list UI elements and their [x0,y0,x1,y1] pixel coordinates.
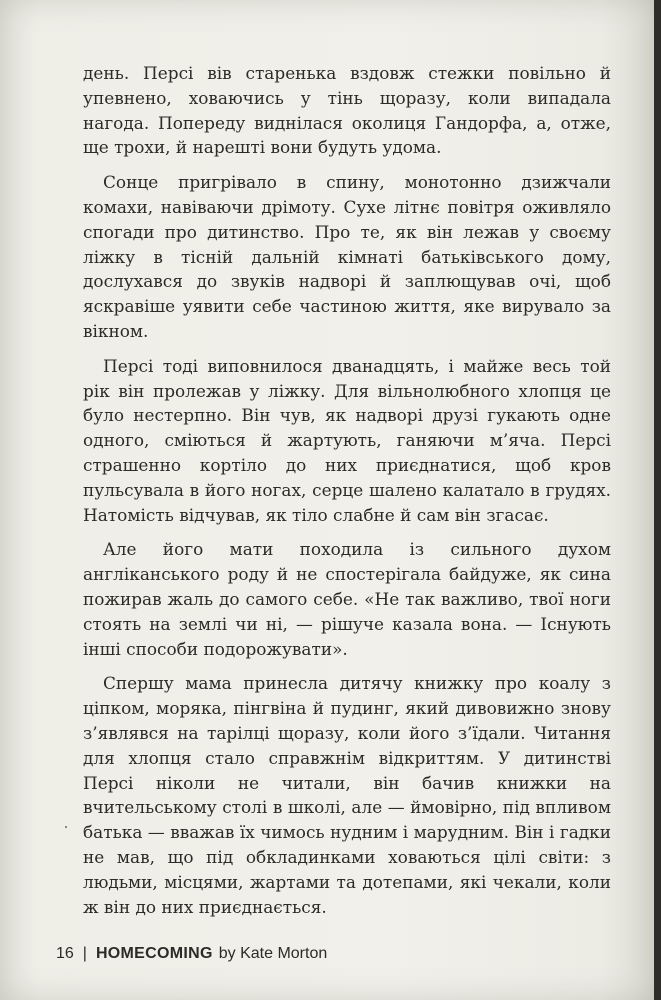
page-number: 16 [56,945,74,962]
paragraph-2: Сонце пригрівало в спину, монотонно дзижчали комахи, навіваючи дрімоту. Сухе літнє повітря оживляло спогади про дитинство. Про те, як він лежав у своєму ліжку в тісній дальній кімнаті батьківського дому, дослухався до звуків надворі й заплющував очі, щоб яскравіше уявити себе частиною життя, яке вирувало за вікном. [83,172,611,341]
paragraph-5: Спершу мама принесла дитячу книжку про коалу з ціпком, моряка, пінгвіна й пудинг, який дивовижно знову з’являвся на тарілці щоразу, коли його з’їдали. Читання для хлопця стало справжнім відкриттям. У дитинстві Персі ніколи не читали, він бачив книжки на вчительському столі в школі, але — ймовірно, під впливом батька — вважав їх чимось нудним і марудним. Він і гадки не мав, що під обкладинками ховаються цілі світи: з людьми, місцями, жартами та дотепами, які чекали, коли ж він до них приєднається. [83,673,611,917]
page-footer [56,945,327,963]
body-text [83,61,611,919]
paragraph-4: Але його мати походила із сильного духом англіканського роду й не спостерігала байдуже, як сина пожирав жаль до самого себе. «Не так важливо, твої ноги стоять на землі чи ні, — рішуче казала вона. — Існують інші способи подорожувати». [83,539,611,659]
paragraph-3: Персі тоді виповнилося дванадцять, і майже весь той рік він пролежав у ліжку. Для вільнолюбного хлопця це було нестерпно. Він чув, як надворі друзі гукають одне одного, сміються й жартують, ганяючи м’яча. Персі страшенно кортіло до них приєднатися, щоб кров пульсувала в його ногах, серце шалено калатало в грудях. Натомість відчував, як тіло слабне й сам він згасає. [83,355,611,525]
author-byline: by Kate Morton [218,945,328,962]
footer-separator: | [82,945,87,962]
paragraph-1: день. Персі вів старенька вздовж стежки повільно й упевнено, ховаючись у тінь щоразу, коли випадала нагода. Попереду виднілася околиця Гандорфа, а, отже, ще трохи, й нарешті вони будуть удома. [83,63,611,158]
margin-speck [65,826,67,828]
book-title: HOMECOMING [95,945,213,962]
